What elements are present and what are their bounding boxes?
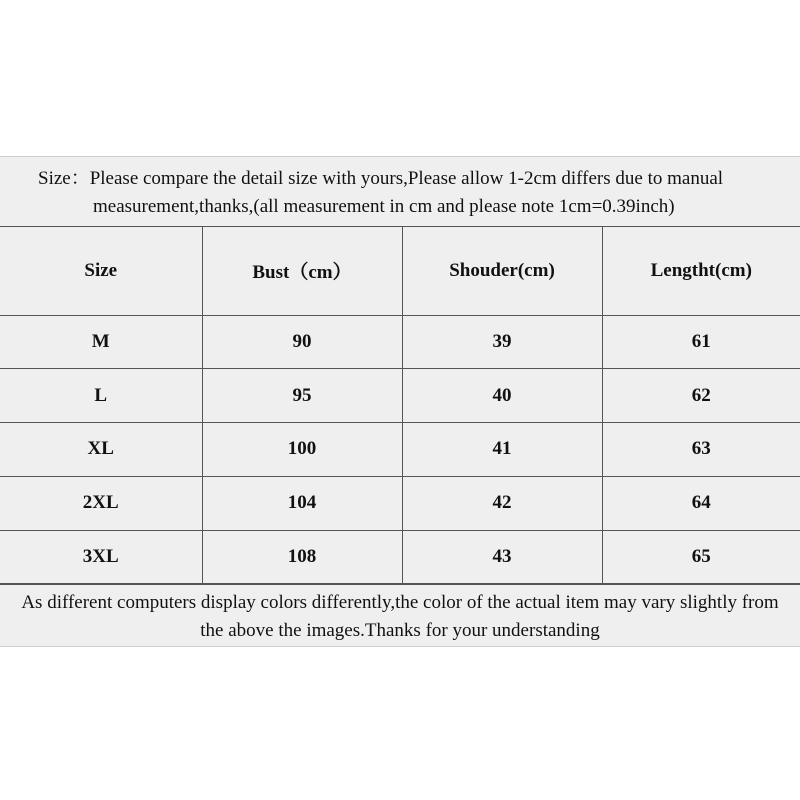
size-intro-line-2: measurement,thanks,(all measurement in cm and please note 1cm=0.39inch) (93, 196, 675, 217)
cell-bust: 108 (202, 530, 402, 584)
cell-length: 65 (602, 530, 800, 584)
cell-length: 61 (602, 315, 800, 369)
table-row (0, 476, 800, 530)
cell-length: 62 (602, 369, 800, 423)
size-table (0, 227, 800, 584)
cell-size: 2XL (0, 476, 202, 530)
color-disclaimer-line-2: the above the images.Thanks for your understanding (200, 620, 600, 641)
cell-size: XL (0, 423, 202, 477)
cell-bust: 90 (202, 315, 402, 369)
cell-shoulder: 41 (402, 423, 602, 477)
table-row (0, 423, 800, 477)
color-disclaimer-line-1: As different computers display colors differently,the color of the actual item may vary slightly from (21, 592, 779, 613)
table-row (0, 369, 800, 423)
cell-size: L (0, 369, 202, 423)
table-row (0, 315, 800, 369)
cell-length: 64 (602, 476, 800, 530)
header-length: Lengtht(cm) (602, 227, 800, 315)
table-row (0, 530, 800, 584)
cell-bust: 104 (202, 476, 402, 530)
header-row (0, 227, 800, 315)
cell-bust: 95 (202, 369, 402, 423)
cell-shoulder: 39 (402, 315, 602, 369)
cell-size: 3XL (0, 530, 202, 584)
size-intro-line-1: Size：Please compare the detail size with yours,Please allow 1-2cm differs due to manual (38, 168, 724, 189)
cell-shoulder: 42 (402, 476, 602, 530)
header-bust: Bust（cm） (202, 227, 402, 315)
size-intro (0, 157, 800, 227)
cell-length: 63 (602, 423, 800, 477)
size-chart (0, 156, 800, 647)
cell-size: M (0, 315, 202, 369)
header-size: Size (0, 227, 202, 315)
cell-bust: 100 (202, 423, 402, 477)
cell-shoulder: 40 (402, 369, 602, 423)
color-disclaimer (0, 584, 800, 647)
cell-shoulder: 43 (402, 530, 602, 584)
header-shoulder: Shouder(cm) (402, 227, 602, 315)
